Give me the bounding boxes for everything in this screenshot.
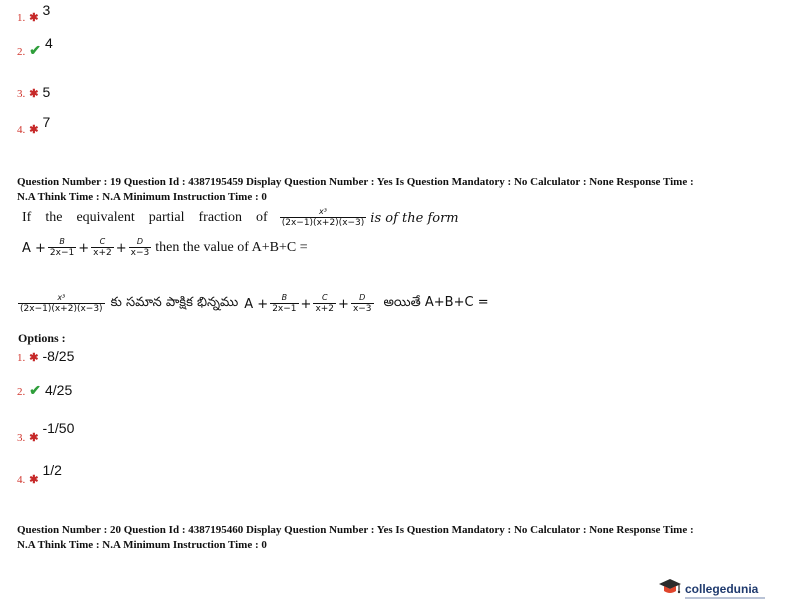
te-fraction-d-numerator: D	[359, 293, 366, 302]
te-fraction-d-denominator: x−3	[352, 304, 372, 314]
te-fraction-c-denominator: x+2	[315, 304, 335, 314]
q19-option-1	[17, 348, 74, 366]
q19-form-expression	[22, 238, 308, 258]
logo-text: collegedunia	[685, 582, 759, 596]
q19-word: If	[22, 210, 32, 225]
prev-option-2	[17, 35, 53, 60]
form-end-text: then the value of A+B+C =	[155, 240, 308, 255]
cross-icon: ✱	[29, 124, 39, 136]
q19-option-3	[17, 420, 75, 444]
cross-icon: ✱	[29, 352, 39, 364]
collegedunia-logo	[658, 577, 765, 604]
option-value: -1/50	[42, 420, 75, 436]
option-number: 3.	[17, 88, 26, 100]
te-fraction-b-denominator: 2x−1	[272, 304, 297, 314]
form-lead: A +	[22, 240, 46, 256]
q19-word: equivalent	[76, 210, 135, 225]
cross-icon: ✱	[29, 432, 39, 444]
telugu-text: కు సమాన పాక్షిక భిన్నము	[110, 295, 239, 310]
q20-metadata	[17, 523, 777, 553]
fraction-b-numerator: B	[59, 237, 65, 246]
te-fraction-c	[313, 294, 336, 314]
prev-option-3	[17, 84, 50, 102]
option-number: 3.	[17, 432, 26, 444]
option-number: 4.	[17, 124, 26, 136]
plus-sign: +	[78, 240, 90, 256]
fraction-d	[129, 238, 152, 258]
q19-option-2	[17, 382, 72, 400]
main-fraction-denominator: (2x−1)(x+2)(x−3)	[281, 218, 365, 228]
logo-underline	[685, 597, 765, 599]
option-number: 2.	[17, 386, 26, 398]
option-number: 1.	[17, 352, 26, 364]
option-value: 7	[42, 114, 51, 130]
q19-english-line1	[22, 208, 542, 228]
q19-telugu-line	[18, 294, 489, 314]
te-main-fraction	[18, 294, 105, 314]
option-value: -8/25	[42, 348, 75, 364]
cross-icon: ✱	[29, 12, 39, 24]
plus-sign: +	[300, 296, 312, 312]
fraction-b	[48, 238, 76, 258]
option-number: 4.	[17, 474, 26, 486]
q19-word: partial	[148, 210, 185, 225]
option-value: 3	[42, 2, 51, 18]
te-main-fraction-denominator: (2x−1)(x+2)(x−3)	[20, 304, 103, 314]
fraction-c-numerator: C	[99, 237, 106, 246]
option-value: 1/2	[42, 462, 62, 478]
telugu-tail: అయితే A+B+C =	[383, 295, 489, 310]
cross-icon: ✱	[29, 88, 39, 100]
option-value: 4	[44, 35, 53, 51]
q19-metadata	[17, 175, 777, 205]
option-number: 1.	[17, 12, 26, 24]
option-value: 4/25	[44, 382, 73, 398]
fraction-c	[91, 238, 114, 258]
q20-meta-line2: N.A Think Time : N.A Minimum Instruction Time : 0	[17, 539, 267, 551]
prev-option-1	[17, 2, 51, 26]
option-value: 5	[42, 84, 51, 100]
option-number: 2.	[17, 46, 26, 58]
q19-word: fraction	[198, 210, 243, 225]
q20-meta-line1: Question Number : 20 Question Id : 4387195460 Display Question Number : Yes Is Question Mandatory : No Calculator : None Response Time :	[17, 524, 694, 536]
te-form-lead: A +	[244, 296, 269, 312]
te-fraction-c-numerator: C	[321, 293, 328, 302]
te-main-fraction-numerator: x³	[57, 293, 66, 302]
te-fraction-b	[270, 294, 298, 314]
q19-option-4	[17, 462, 62, 486]
fraction-d-denominator: x−3	[130, 248, 150, 258]
plus-sign: +	[338, 296, 349, 312]
main-fraction-numerator: x³	[319, 207, 327, 216]
check-icon: ✔	[29, 384, 41, 399]
te-fraction-b-numerator: B	[281, 293, 288, 302]
check-icon: ✔	[29, 44, 41, 59]
graduation-cap-icon	[658, 577, 682, 604]
q19-word: of	[256, 210, 268, 225]
te-fraction-d	[351, 294, 374, 314]
q19-word: the	[45, 210, 63, 225]
q19-meta-line1: Question Number : 19 Question Id : 4387195459 Display Question Number : Yes Is Question Mandatory : No Calculator : None Response Time :	[17, 176, 694, 188]
options-label: Options :	[18, 331, 66, 345]
q19-english-tail: is of the form	[370, 210, 459, 226]
prev-option-4	[17, 114, 51, 138]
q19-meta-line2: N.A Think Time : N.A Minimum Instruction Time : 0	[17, 191, 267, 203]
fraction-d-numerator: D	[136, 237, 144, 246]
fraction-c-denominator: x+2	[93, 248, 112, 258]
fraction-b-denominator: 2x−1	[49, 248, 75, 258]
cross-icon: ✱	[29, 474, 39, 486]
plus-sign: +	[115, 240, 127, 256]
main-fraction	[280, 208, 367, 228]
